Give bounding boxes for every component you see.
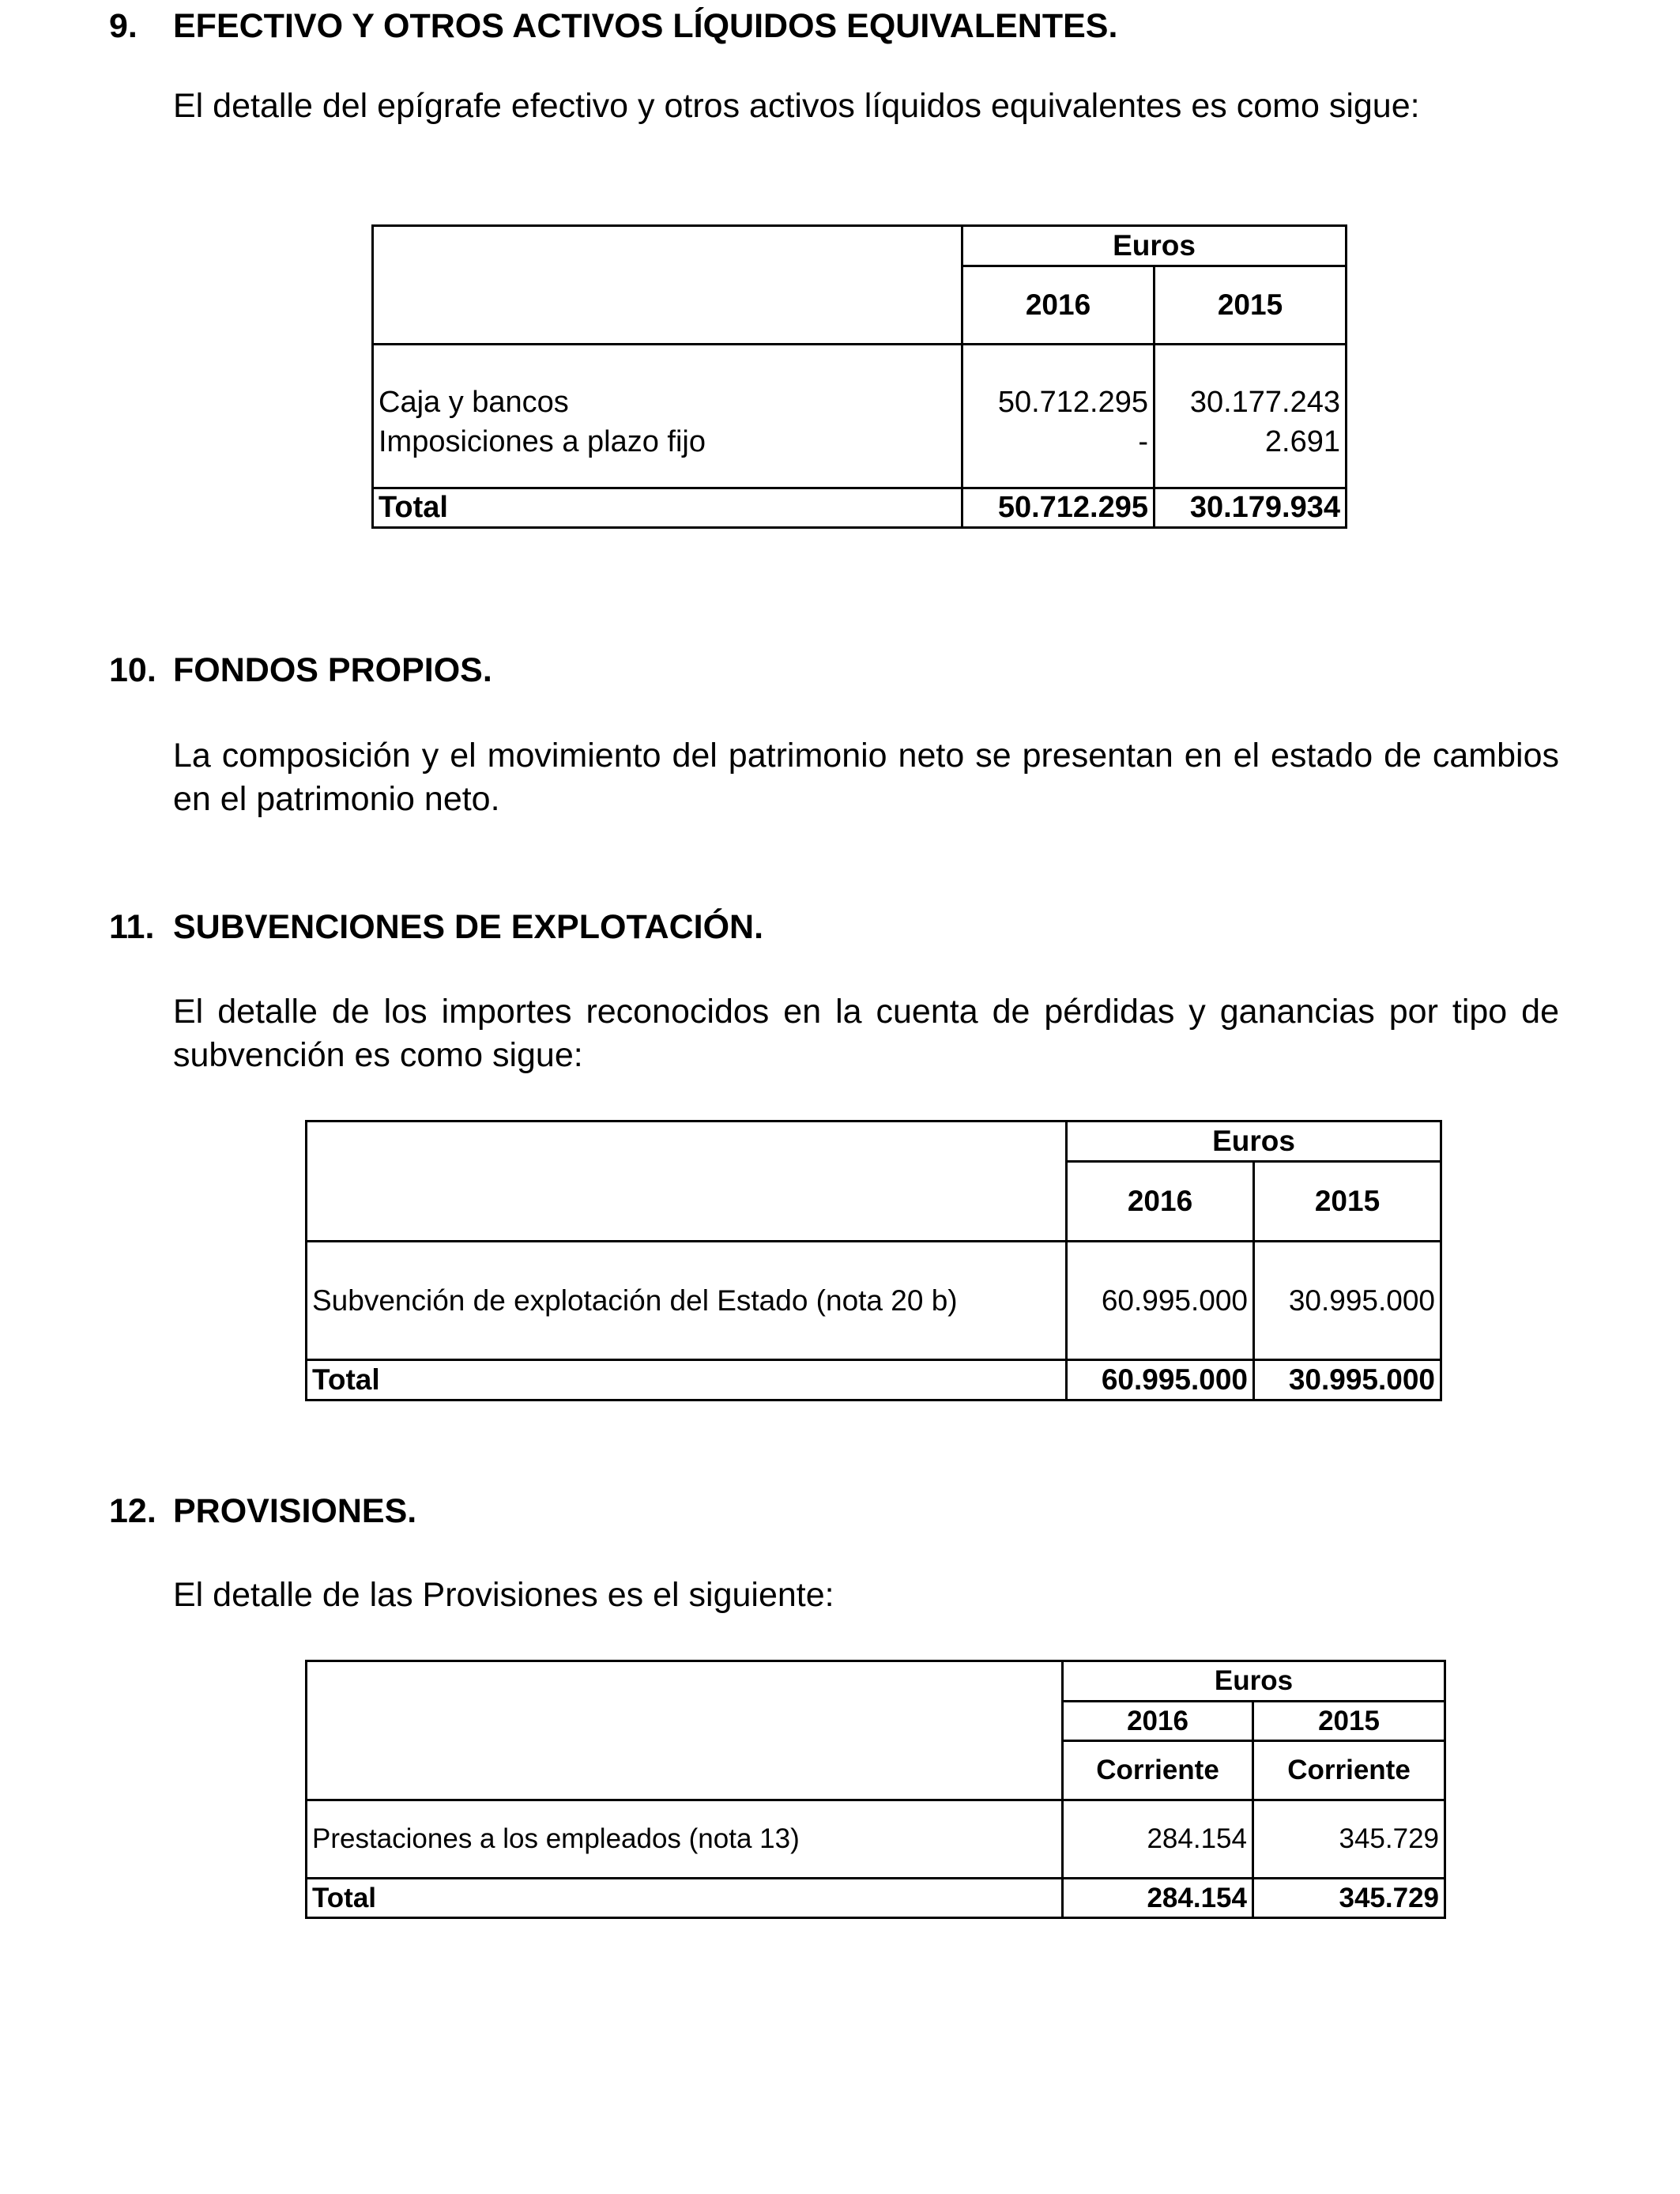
total-value-2016: 284.154 xyxy=(1063,1879,1253,1918)
total-row xyxy=(373,488,1347,528)
row-label: Subvención de explotación del Estado (nota 20 b) xyxy=(307,1242,1067,1360)
provisions-table-header-blank xyxy=(307,1661,1063,1800)
row-label: Imposiciones a plazo fijo xyxy=(373,423,962,462)
total-value-2016: 60.995.000 xyxy=(1067,1360,1254,1400)
section-9-intro: El detalle del epígrafe efectivo y otros activos líquidos equivalentes es como sigue: xyxy=(173,87,1420,125)
cash-table-year-2016: 2016 xyxy=(962,266,1155,345)
total-label: Total xyxy=(307,1360,1067,1400)
table-row xyxy=(307,1242,1441,1360)
provisions-table-currency-header: Euros xyxy=(1063,1661,1445,1702)
grants-table-year-2016: 2016 xyxy=(1067,1162,1254,1242)
grants-table xyxy=(305,1120,1442,1401)
section-9-heading xyxy=(109,6,1373,46)
row-label: Prestaciones a los empleados (nota 13) xyxy=(307,1800,1063,1879)
grants-table-year-2015: 2015 xyxy=(1254,1162,1441,1242)
cash-table-year-2015: 2015 xyxy=(1155,266,1347,345)
provisions-table-subheader-2015: Corriente xyxy=(1253,1741,1445,1800)
total-value-2016: 50.712.295 xyxy=(962,488,1155,528)
cash-table xyxy=(371,224,1347,529)
total-value-2015: 30.179.934 xyxy=(1155,488,1347,528)
total-label: Total xyxy=(373,488,962,528)
grants-table-header-blank xyxy=(307,1122,1067,1242)
section-10-text: La composición y el movimiento del patrimonio neto se presentan en el estado de cambios en el patrimonio neto. xyxy=(173,737,1559,818)
section-9-number: 9. xyxy=(109,7,137,45)
table-row xyxy=(307,1800,1445,1879)
section-12-title: PROVISIONES. xyxy=(173,1492,417,1530)
section-11-heading xyxy=(109,907,1373,947)
row-value-2016: 60.995.000 xyxy=(1067,1242,1254,1360)
table-row xyxy=(373,423,1347,462)
section-10-number: 10. xyxy=(109,651,156,689)
total-value-2015: 345.729 xyxy=(1253,1879,1445,1918)
cash-table-currency-header: Euros xyxy=(962,226,1347,266)
grants-table-currency-header: Euros xyxy=(1067,1122,1441,1162)
row-value-2016: 284.154 xyxy=(1063,1800,1253,1879)
section-9-title: EFECTIVO Y OTROS ACTIVOS LÍQUIDOS EQUIVALENTES. xyxy=(173,7,1118,45)
table-row xyxy=(373,383,1347,423)
row-label: Caja y bancos xyxy=(373,383,962,423)
section-11-title: SUBVENCIONES DE EXPLOTACIÓN. xyxy=(173,908,764,946)
row-value-2016: 50.712.295 xyxy=(962,383,1155,423)
total-label: Total xyxy=(307,1879,1063,1918)
row-value-2015: 345.729 xyxy=(1253,1800,1445,1879)
total-row xyxy=(307,1879,1445,1918)
row-value-2015: 2.691 xyxy=(1155,423,1347,462)
row-value-2016: - xyxy=(962,423,1155,462)
section-10-heading xyxy=(109,650,1373,690)
provisions-table-year-2016: 2016 xyxy=(1063,1702,1253,1741)
provisions-table xyxy=(305,1660,1446,1919)
section-11-intro: El detalle de los importes reconocidos en la cuenta de pérdidas y ganancias por tipo de subvención es como sigue: xyxy=(173,993,1559,1074)
provisions-table-subheader-2016: Corriente xyxy=(1063,1741,1253,1800)
section-12-number: 12. xyxy=(109,1492,156,1530)
section-12-intro: El detalle de las Provisiones es el siguiente: xyxy=(173,1576,834,1614)
total-value-2015: 30.995.000 xyxy=(1254,1360,1441,1400)
cash-table-header-blank xyxy=(373,226,962,345)
provisions-table-year-2015: 2015 xyxy=(1253,1702,1445,1741)
section-11-number: 11. xyxy=(109,908,155,946)
total-row xyxy=(307,1360,1441,1400)
row-value-2015: 30.995.000 xyxy=(1254,1242,1441,1360)
section-10-title: FONDOS PROPIOS. xyxy=(173,651,492,689)
row-value-2015: 30.177.243 xyxy=(1155,383,1347,423)
section-12-heading xyxy=(109,1491,1373,1531)
